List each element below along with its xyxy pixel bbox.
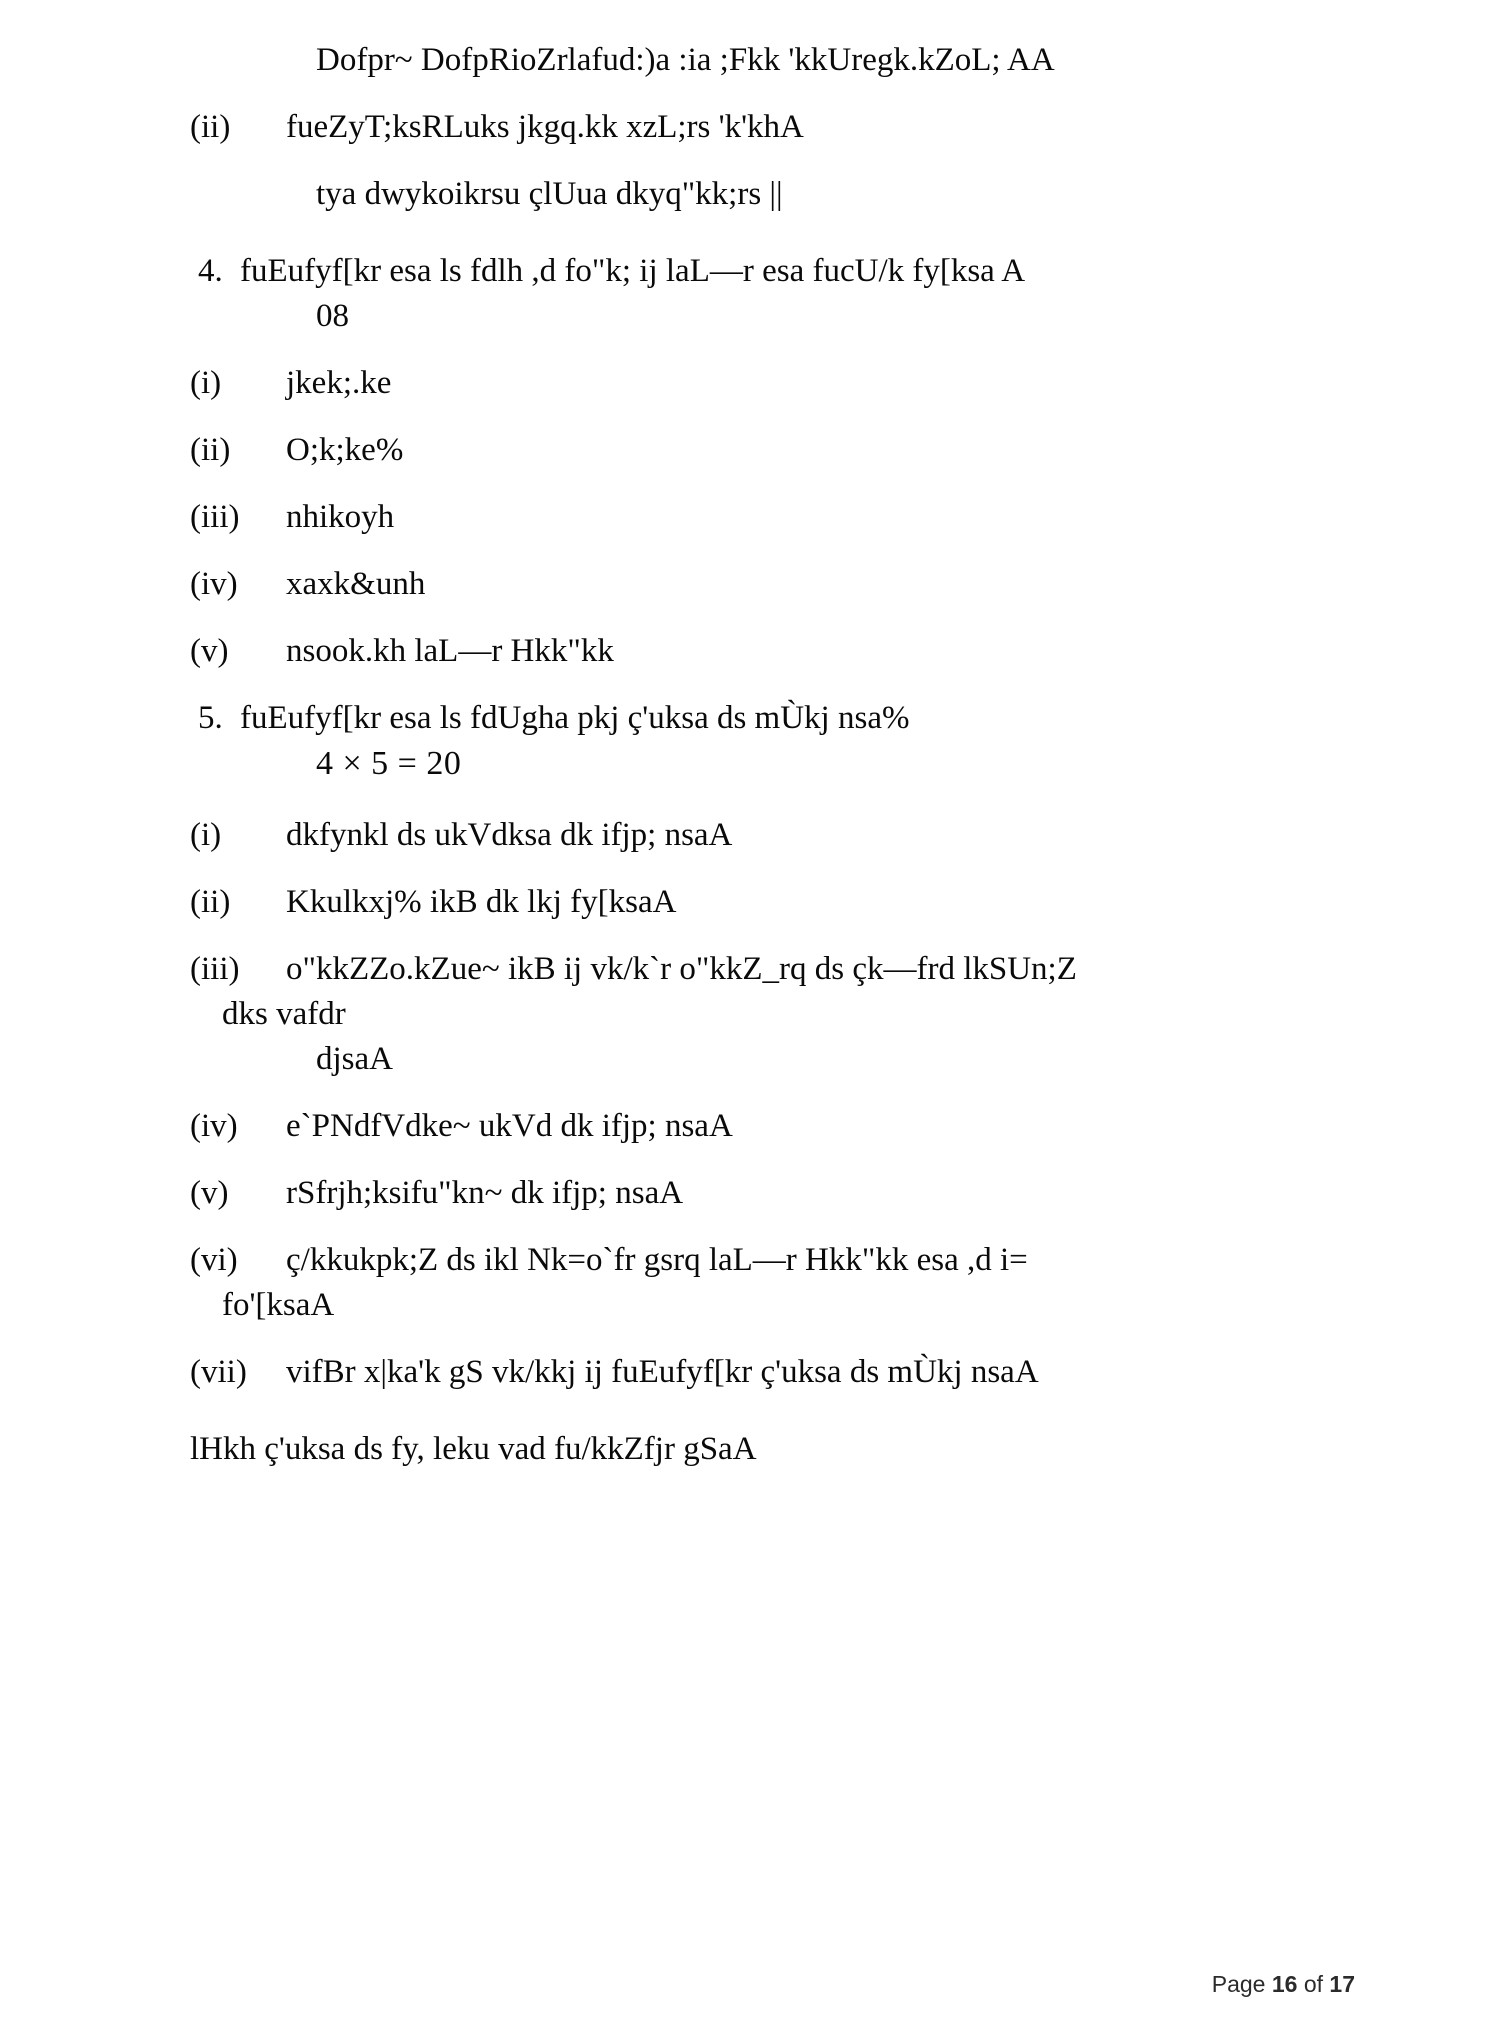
list-item-text: jkek;.ke (286, 365, 392, 401)
list-item (190, 367, 1355, 400)
list-item (190, 1177, 1355, 1210)
list-item-text: fueZyT;ksRLuks jkgq.kk xzL;rs 'k'khA (286, 109, 804, 145)
list-item-text: O;k;ke% (286, 432, 404, 468)
continuation-text: fo'[ksaA (222, 1287, 335, 1323)
continuation-text: dks vafdr (222, 996, 346, 1032)
list-marker: (iv) (190, 1108, 238, 1144)
verse-text: Dofpr~ DofpRioZrlafud:)a :ia ;Fkk 'kkUregk.kZoL; AA (316, 42, 1055, 78)
list-item-text: vifBr x|ka'k gS vk/kkj ij fuEufyf[kr ç'uksa ds mÙkj nsaA (286, 1354, 1039, 1390)
question-heading (190, 255, 1355, 288)
list-item-text: dkfynkl ds ukVdksa dk ifjp; nsaA (286, 817, 733, 853)
question-marks (316, 300, 1355, 333)
list-item (190, 1356, 1355, 1389)
closing-note (190, 1433, 1355, 1466)
closing-note-text: lHkh ç'uksa ds fy, leku vad fu/kkZfjr gSaA (190, 1431, 757, 1467)
list-marker: (i) (190, 365, 222, 401)
question-heading (190, 702, 1355, 735)
list-item-continuation (316, 1043, 1355, 1076)
list-item (190, 568, 1355, 601)
list-item-text: ç/kkukpk;Z ds ikl Nk=o`fr gsrq laL—r Hkk"kk esa ,d i= (286, 1242, 1028, 1278)
question-number: 4. (198, 253, 223, 289)
list-marker: (iv) (190, 566, 238, 602)
list-marker: (iii) (190, 951, 240, 987)
list-item (190, 111, 1355, 144)
list-item-continuation (222, 998, 1355, 1031)
list-marker: (i) (190, 817, 222, 853)
list-item (190, 434, 1355, 467)
verse-line (316, 178, 1355, 211)
list-item (190, 635, 1355, 668)
question-text: fuEufyf[kr esa ls fdUgha pkj ç'uksa ds mÙkj nsa% (240, 700, 910, 736)
list-marker: (vii) (190, 1354, 247, 1390)
list-item-continuation (222, 1289, 1355, 1322)
footer-middle: of (1297, 1971, 1330, 1997)
list-item-text: xaxk&unh (286, 566, 426, 602)
marks-value: 4 × 5 = 20 (316, 745, 462, 782)
list-item-text: nsook.kh laL—r Hkk"kk (286, 633, 614, 669)
marks-value: 08 (316, 298, 349, 334)
verse-text: tya dwykoikrsu çlUua dkyq"kk;rs || (316, 176, 783, 212)
footer-current-page: 16 (1271, 1971, 1298, 1997)
list-item (190, 501, 1355, 534)
list-item (190, 886, 1355, 919)
question-number: 5. (198, 700, 223, 736)
list-item-text: rSfrjh;ksifu"kn~ dk ifjp; nsaA (286, 1175, 684, 1211)
list-item-text: e`PNdfVdke~ ukVd dk ifjp; nsaA (286, 1108, 733, 1144)
list-item-text: nhikoyh (286, 499, 395, 535)
list-item-text: o"kkZZo.kZue~ ikB ij vk/k`r o"kkZ_rq ds çk—frd lkSUn;Z (286, 951, 1077, 987)
verse-line (316, 44, 1355, 77)
question-marks (316, 747, 1355, 781)
footer-prefix: Page (1211, 1971, 1272, 1997)
list-item (190, 1244, 1355, 1277)
footer-total-pages: 17 (1329, 1971, 1355, 1997)
list-marker: (ii) (190, 884, 231, 920)
list-item (190, 819, 1355, 852)
list-marker: (v) (190, 1175, 229, 1211)
list-marker: (vi) (190, 1242, 238, 1278)
list-marker: (iii) (190, 499, 240, 535)
list-marker: (ii) (190, 109, 231, 145)
list-marker: (v) (190, 633, 229, 669)
page-footer (1212, 1971, 1355, 1998)
list-item-text: Kkulkxj% ikB dk lkj fy[ksaA (286, 884, 677, 920)
list-marker: (ii) (190, 432, 231, 468)
question-text: fuEufyf[kr esa ls fdlh ,d fo"k; ij laL—r esa fucU/k fy[ksa A (240, 253, 1026, 289)
list-item (190, 953, 1355, 986)
continuation-text: djsaA (316, 1041, 393, 1077)
list-item (190, 1110, 1355, 1143)
